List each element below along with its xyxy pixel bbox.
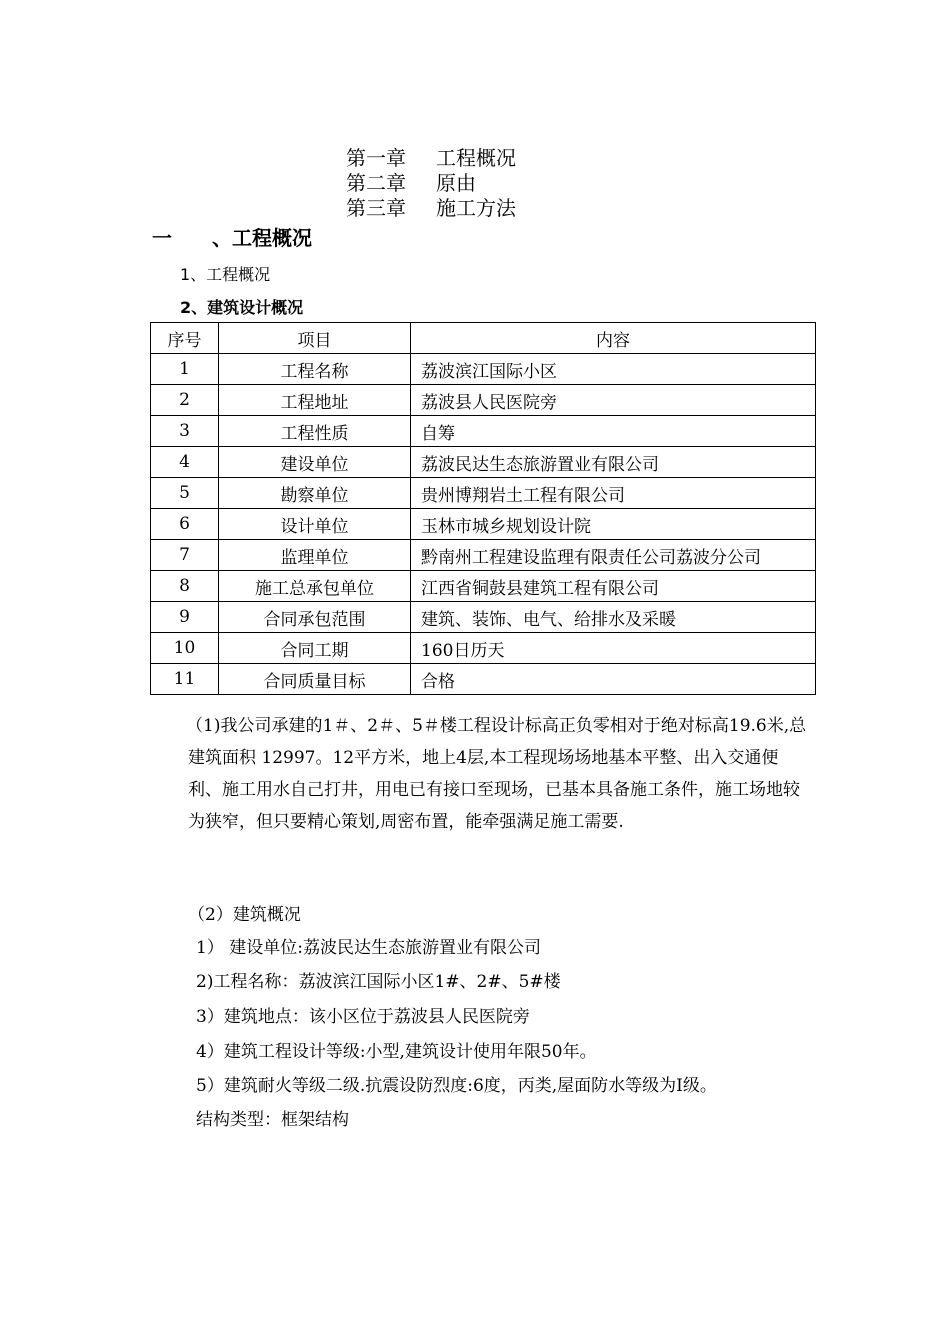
building-overview-item-5: 5）建筑耐火等级二级.抗震设防烈度:6度，丙类,屋面防水等级为Ⅰ级。 [196,1076,717,1096]
cell-content: 贵州博翔岩土工程有限公司 [411,478,816,509]
toc-chapter: 第二章 [346,171,406,195]
building-overview-title: （2）建筑概况 [188,905,301,925]
cell-item: 工程性质 [219,416,411,447]
cell-no: 5 [151,478,219,509]
cell-item: 合同工期 [219,633,411,664]
cell-no: 11 [151,664,219,695]
table-row [151,354,816,385]
building-overview-item-1: 1） 建设单位:荔波民达生态旅游置业有限公司 [196,938,541,958]
table-row [151,416,816,447]
toc-title: 原由 [436,171,476,195]
table-of-contents [346,146,516,221]
table-row [151,664,816,695]
cell-content: 荔波滨江国际小区 [411,354,816,385]
cell-item: 监理单位 [219,540,411,571]
cell-no: 3 [151,416,219,447]
cell-item: 合同质量目标 [219,664,411,695]
toc-chapter: 第三章 [346,196,406,220]
subsection-heading-1: 1、工程概况 [180,265,271,284]
table-row [151,633,816,664]
cell-item: 施工总承包单位 [219,571,411,602]
cell-content: 黔南州工程建设监理有限责任公司荔波分公司 [411,540,816,571]
cell-no: 10 [151,633,219,664]
cell-item: 建设单位 [219,447,411,478]
building-overview-item-3: 3）建筑地点：该小区位于荔波县人民医院旁 [196,1007,530,1027]
header-content: 内容 [411,323,816,354]
cell-content: 江西省铜鼓县建筑工程有限公司 [411,571,816,602]
cell-item: 合同承包范围 [219,602,411,633]
table-row [151,602,816,633]
toc-title: 工程概况 [436,146,516,170]
header-item: 项目 [219,323,411,354]
cell-no: 4 [151,447,219,478]
header-no: 序号 [151,323,219,354]
table-row [151,571,816,602]
cell-no: 6 [151,509,219,540]
design-overview-table [150,322,816,695]
table-row [151,385,816,416]
table-row [151,447,816,478]
cell-item: 工程地址 [219,385,411,416]
building-overview-item-2: 2)工程名称：荔波滨江国际小区1#、2#、5#楼 [196,972,561,992]
toc-title: 施工方法 [436,196,516,220]
cell-item: 工程名称 [219,354,411,385]
cell-content: 玉林市城乡规划设计院 [411,509,816,540]
cell-content: 荔波民达生态旅游置业有限公司 [411,447,816,478]
section-heading: 一 、工程概况 [152,226,312,250]
table-header-row [151,323,816,354]
building-overview-item-4: 4）建筑工程设计等级:小型,建筑设计使用年限50年。 [196,1042,597,1062]
structure-type: 结构类型：框架结构 [196,1110,349,1130]
cell-no: 1 [151,354,219,385]
cell-no: 8 [151,571,219,602]
cell-content: 建筑、装饰、电气、给排水及采暖 [411,602,816,633]
cell-content: 荔波县人民医院旁 [411,385,816,416]
cell-no: 2 [151,385,219,416]
cell-no: 7 [151,540,219,571]
toc-chapter: 第一章 [346,146,406,170]
cell-content: 自筹 [411,416,816,447]
table-row [151,478,816,509]
cell-item: 勘察单位 [219,478,411,509]
table-row [151,540,816,571]
cell-no: 9 [151,602,219,633]
cell-content: 160日历天 [411,633,816,664]
cell-item: 设计单位 [219,509,411,540]
subsection-heading-2: 2、建筑设计概况 [180,298,304,317]
toc-item-1 [346,146,516,171]
toc-item-2 [346,171,516,196]
project-description-paragraph: （1)我公司承建的1＃、2＃、5＃楼工程设计标高正负零相对于绝对标高19.6米,总建筑面积 12997。12平方米，地上4层,本工程现场场地基本平整、出入交通便利、施工用水自己打井，用电已有接口至现场，已基本具备施工条件，施工场地较为狭窄，但只要精心策划,周密布置，能牵强满足施工需要. [186,716,807,832]
table-row [151,509,816,540]
toc-item-3 [346,196,516,221]
cell-content: 合格 [411,664,816,695]
